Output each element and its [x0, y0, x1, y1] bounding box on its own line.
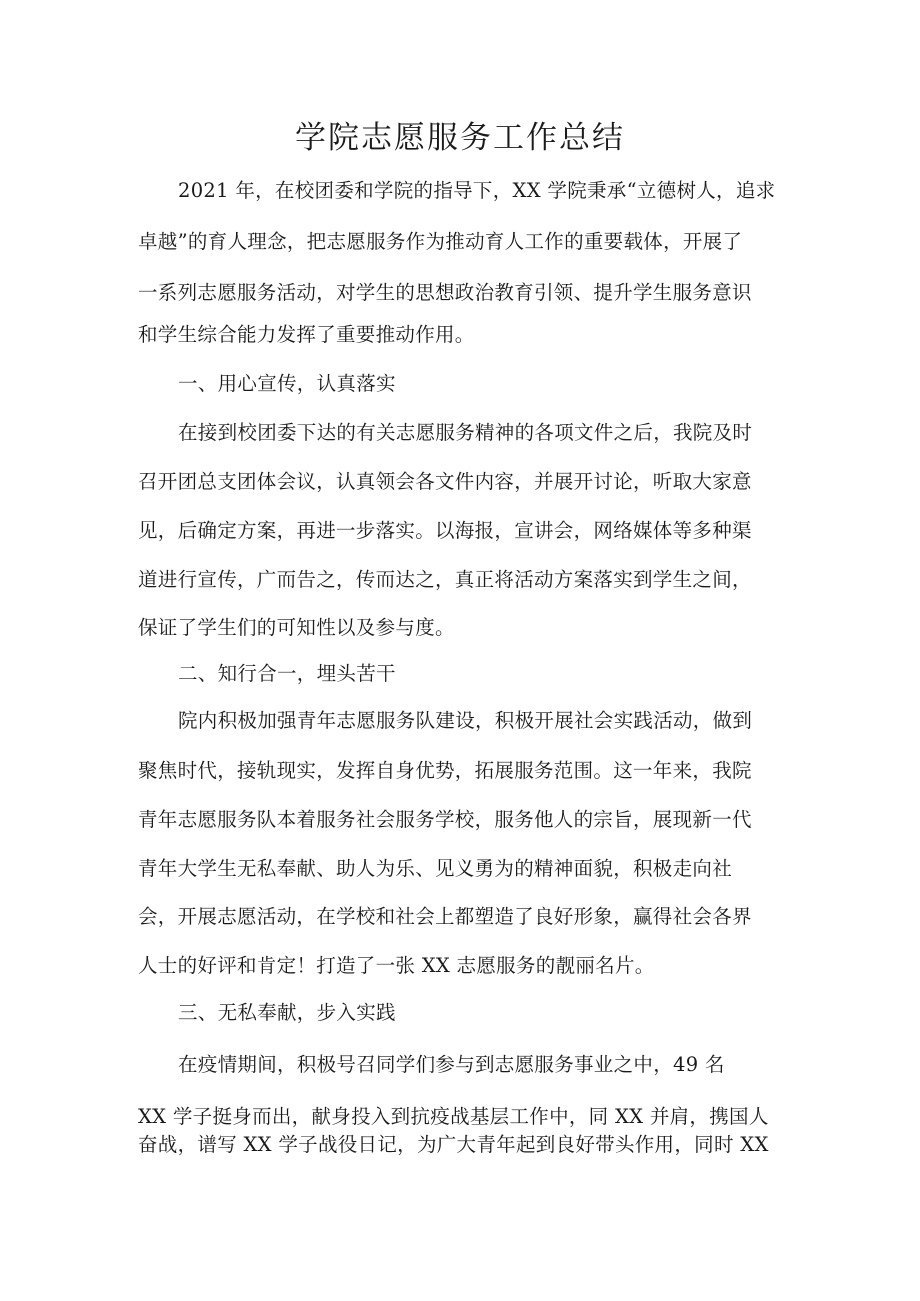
section-heading-1: 一、用心宣传，认真落实: [178, 372, 396, 395]
paragraph-line: 会，开展志愿活动，在学校和社会上都塑造了良好形象，赢得社会各界: [138, 905, 752, 928]
paragraph-line: 院内积极加强青年志愿服务队建设，积极开展社会实践活动，做到: [178, 709, 753, 732]
paragraph-line: 召开团总支团体会议，认真领会各文件内容，并展开讨论，听取大家意: [138, 470, 752, 493]
paragraph-line: 青年志愿服务队本着服务社会服务学校，服务他人的宗旨，展现新一代: [138, 808, 752, 831]
paragraph-line: 保证了学生们的可知性以及参与度。: [138, 616, 455, 639]
intro-line: 和学生综合能力发挥了重要推动作用。: [138, 323, 475, 346]
intro-line: 一系列志愿服务活动，对学生的思想政治教育引领、提升学生服务意识: [138, 281, 752, 304]
paragraph-line: 青年大学生无私奉献、助人为乐、见义勇为的精神面貌，积极走向社: [138, 857, 733, 880]
paragraph-line: 见，后确定方案，再进一步落实。以海报，宣讲会，网络媒体等多种渠: [138, 519, 752, 542]
paragraph-line: 奋战，谱写 XX 学子战役日记，为广大青年起到良好带头作用，同时 XX: [138, 1133, 769, 1156]
section-heading-3: 三、无私奉献，步入实践: [178, 1001, 396, 1024]
paragraph-line: 在接到校团委下达的有关志愿服务精神的各项文件之后，我院及时: [178, 421, 753, 444]
paragraph-line: 道进行宣传，广而告之，传而达之，真正将活动方案落实到学生之间，: [138, 568, 752, 591]
document-title: 学院志愿服务工作总结: [295, 120, 625, 156]
section-heading-2: 二、知行合一，埋头苦干: [178, 662, 396, 685]
paragraph-line: 在疫情期间，积极号召同学们参与到志愿服务事业之中，49 名: [178, 1053, 725, 1076]
intro-line: 卓越”的育人理念，把志愿服务作为推动育人工作的重要载体，开展了: [138, 230, 743, 253]
intro-line: 2021 年，在校团委和学院的指导下，XX 学院秉承“立德树人，追求: [178, 179, 776, 202]
paragraph-line: 聚焦时代，接轨现实，发挥自身优势，拓展服务范围。这一年来，我院: [138, 759, 752, 782]
paragraph-line: 人士的好评和肯定！打造了一张 XX 志愿服务的靓丽名片。: [138, 954, 655, 977]
paragraph-line: XX 学子挺身而出，献身投入到抗疫战基层工作中，同 XX 并肩，携国人: [138, 1105, 769, 1128]
